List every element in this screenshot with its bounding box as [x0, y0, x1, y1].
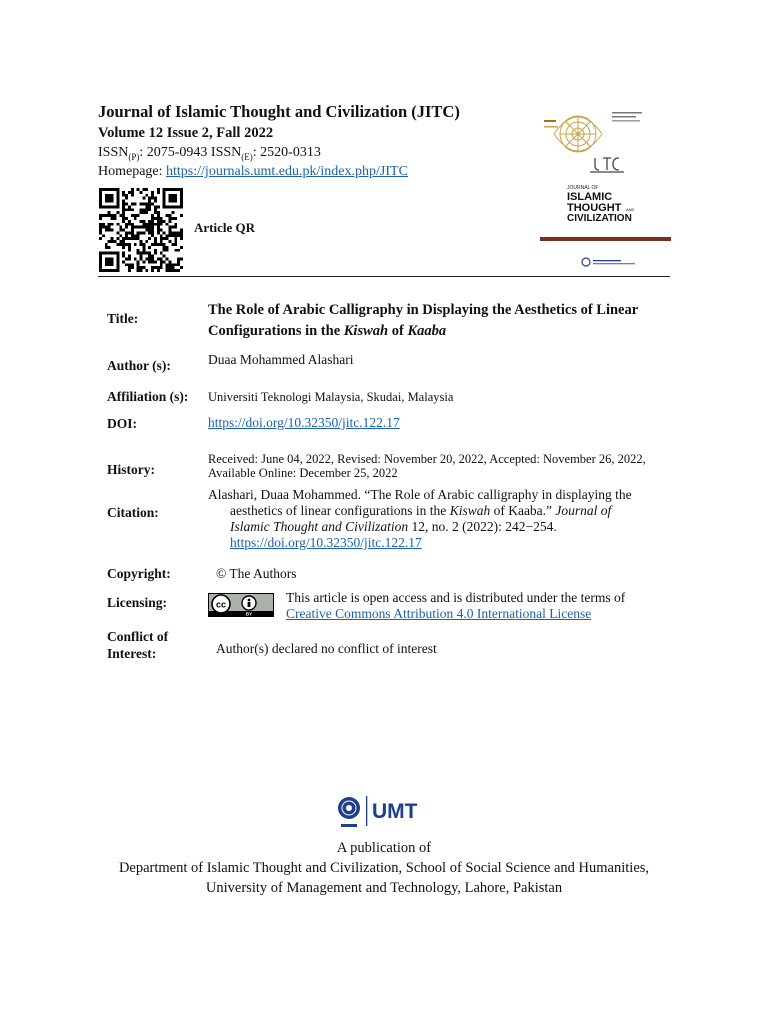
umt-seal-icon	[338, 797, 360, 827]
citation-label: Citation:	[107, 505, 159, 520]
copyright-value: © The Authors	[216, 566, 297, 581]
cover-line1: JOURNAL OF	[567, 185, 599, 191]
licensing-link[interactable]: Creative Commons Attribution 4.0 International License	[286, 606, 592, 621]
citation-kiswah: Kiswah	[449, 503, 491, 518]
doi-link[interactable]: https://doi.org/10.32350/jitc.122.17	[208, 415, 400, 430]
issn-p-sub: (P)	[128, 151, 140, 162]
homepage-label: Homepage:	[98, 164, 167, 179]
issn-e-value: : 2520-0313	[252, 145, 321, 160]
issn-line	[98, 145, 321, 162]
department: Department of Islamic Thought and Civilization, School of Social Science and Humanities,	[118, 860, 650, 876]
homepage-line	[98, 164, 408, 180]
citation-text-2a: aesthetics of linear configurations in the	[230, 503, 450, 518]
cover-line4: CIVILIZATION	[567, 213, 632, 224]
history-label: History:	[107, 462, 155, 477]
conflict-label-2: Interest:	[107, 646, 157, 661]
issn-e-sub: (E)	[241, 151, 253, 162]
author-value: Duaa Mohammed Alashari	[208, 352, 354, 367]
citation-line-3	[208, 519, 557, 535]
article-qr-code[interactable]	[99, 188, 183, 272]
citation-journal-b: Islamic Thought and Civilization	[230, 519, 409, 534]
issn-p-value: : 2075-0943 ISSN	[139, 145, 242, 160]
title-kiswah: Kiswah	[343, 323, 389, 339]
citation-journal-a: Journal of	[555, 503, 612, 518]
licensing-label: Licensing:	[107, 595, 168, 610]
cc-by-badge[interactable]	[208, 593, 274, 617]
issn-prefix: ISSN	[98, 145, 129, 160]
title-of: of	[388, 323, 408, 339]
journal-cover-image	[540, 100, 671, 273]
affiliation-value: Universiti Teknologi Malaysia, Skudai, Malaysia	[208, 390, 454, 404]
homepage-link[interactable]: https://journals.umt.edu.pk/index.php/JITC	[166, 164, 408, 179]
citation-text-2b: of Kaaba.”	[490, 503, 556, 518]
cover-band	[540, 237, 671, 241]
conflict-label-1: Conflict of	[107, 629, 169, 644]
article-title	[208, 300, 670, 342]
copyright-label: Copyright:	[107, 566, 171, 581]
title-kaaba: Kaaba	[407, 323, 447, 339]
licensing-line-1: This article is open access and is distributed under the terms of	[286, 590, 626, 605]
title-text: The Role of Arabic Calligraphy in Displaying the Aesthetics of Linear Configurations in the	[208, 302, 638, 339]
cc-badge-text: BY	[245, 611, 253, 617]
doi-label: DOI:	[107, 416, 137, 431]
umt-logo	[336, 793, 436, 833]
citation-line-2	[208, 503, 611, 519]
citation-line-1: Alashari, Duaa Mohammed. “The Role of Arabic calligraphy in displaying the	[208, 487, 632, 502]
citation-text-3b: 12, no. 2 (2022): 242−254.	[408, 519, 557, 534]
citation-doi-line	[208, 535, 422, 551]
citation-doi-link[interactable]: https://doi.org/10.32350/jitc.122.17	[230, 535, 422, 550]
volume-issue: Volume 12 Issue 2, Fall 2022	[98, 125, 274, 141]
history-line-1: Received: June 04, 2022, Revised: November 20, 2022, Accepted: November 26, 2022,	[208, 452, 646, 466]
title-label: Title:	[107, 311, 139, 326]
author-label: Author (s):	[107, 358, 171, 373]
university: University of Management and Technology, Lahore, Pakistan	[205, 880, 563, 896]
cover-line3: THOUGHT	[567, 202, 622, 214]
header-divider	[98, 276, 670, 277]
umt-logo-text: UMT	[372, 800, 418, 823]
publication-of: A publication of	[336, 840, 432, 856]
affiliation-label: Affiliation (s):	[107, 389, 189, 404]
conflict-value: Author(s) declared no conflict of interest	[216, 641, 437, 656]
history-line-2: Available Online: December 25, 2022	[208, 466, 398, 480]
qr-label: Article QR	[194, 220, 256, 235]
cover-line3-small: AND	[626, 207, 635, 212]
journal-title: Journal of Islamic Thought and Civilization (JITC)	[98, 102, 460, 121]
svg-text:cc: cc	[215, 599, 227, 610]
cover-line2: ISLAMIC	[567, 191, 613, 203]
